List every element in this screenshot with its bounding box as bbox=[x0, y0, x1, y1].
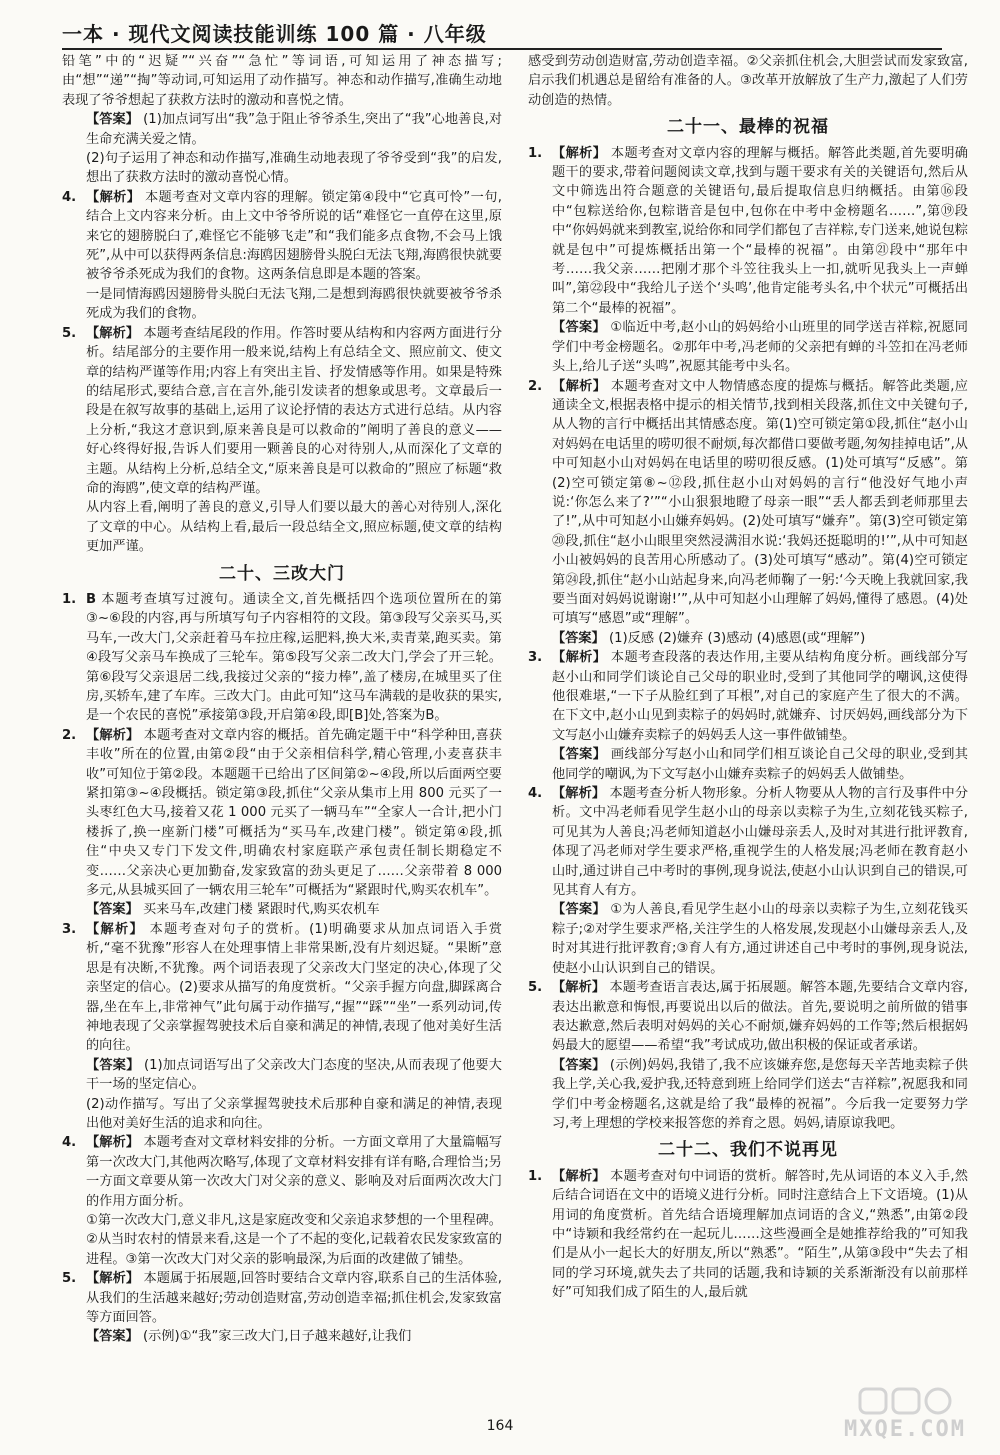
watermark-text: MXQE.COM bbox=[844, 1417, 966, 1442]
label-tag: 【解析】 bbox=[552, 650, 607, 666]
answer-block bbox=[62, 1211, 502, 1269]
question-item bbox=[528, 377, 968, 629]
question-item bbox=[528, 1167, 968, 1303]
question-item bbox=[528, 978, 968, 1056]
answer-block bbox=[528, 629, 968, 648]
paragraph-text: 本题考查对句中词语的赏析。解答时,先从词语的本义入手,然后结合词语在文中的语境义进行分析。同时注意结合上下文语境。(1)从用词的角度赏析。首先结合语境理解加点词语的含义,“熟悉”,由第②段中“诗颖和我经常约在一起玩儿……这些漫画全是她推荐给我的”可知我们是从小一起长大的好朋友,所以“熟悉”。“陌生”,从第③段中“失去了相同的学习环境,就失去了共同的话题,我和诗颖的关系渐渐没有以前那样好”可知我们成了陌生的人,最后就 bbox=[552, 1168, 968, 1301]
question-item bbox=[62, 1133, 502, 1211]
watermark-logo-icon bbox=[858, 1385, 954, 1417]
question-number: 1. bbox=[62, 591, 77, 607]
label-tag: 【答案】 bbox=[552, 902, 606, 918]
question-number: 3. bbox=[528, 650, 543, 666]
label-tag: 【解析】 bbox=[552, 378, 607, 394]
question-item bbox=[62, 726, 502, 901]
label-tag: 【解析】 bbox=[86, 1271, 140, 1287]
page-header bbox=[62, 18, 942, 48]
question-number: 1. bbox=[528, 145, 543, 161]
label-tag: 【解析】 bbox=[86, 325, 140, 341]
paragraph-text: 本题考查对文中人物情感态度的提炼与概括。解答此类题,应通读全文,根据表格中提示的相关情节,找到相关段落,抓住文中关键句子,从人物的言行中概括出其情感态度。第(1)空可锁定第①段,抓住“赵小山对妈妈在电话里的唠叨很不耐烦,每次都借口要做考题,匆匆挂掉电话”,从中可知赵小山对妈妈在电话里的唠叨很反感。(1)处可填写“反感”。第(2)空可锁定第⑧~⑫段,抓住赵小山对妈妈的言行“他没好气地小声说:‘你怎么来了?’”“小山狠狠地瞪了母亲一眼”“丢人都丢到老师那里去了!”,从中可知赵小山嫌弃妈妈。(2)处可填写“嫌弃”。第(3)空可锁定第⑳段,抓住“赵小山眼里突然浸满泪水说:‘我妈还挺聪明的!’”,从中可知赵小山被妈妈的良苦用心所感动了。(3)处可填写“感动”。第(4)空可锁定第㉔段,抓住“赵小山站起身来,向冯老师鞠了一躬:‘今天晚上我就回家,我要当面对妈妈说谢谢!’”,从中可知赵小山理解了妈妈,懂得了感恩。(4)处可填写“感恩”或“理解”。 bbox=[552, 378, 968, 627]
question-number: 3. bbox=[62, 921, 77, 937]
label-tag: 【答案】 bbox=[86, 1329, 139, 1345]
label-tag: 【答案】 bbox=[86, 902, 139, 918]
question-item bbox=[62, 590, 502, 726]
paragraph-text: 本题考查对句子的赏析。(1)明确要求从加点词语入手赏析,“毫不犹豫”形容人在处理事情上非常果断,没有片刻迟疑。“果断”意思是有决断,不犹豫。两个词语表现了父亲改大门坚定的决心,体现了父亲坚定的信心。(2)要求从描写的角度赏析。“父亲手握方向盘,脚踩离合器,坐在车上,非常神气”此句属于动作描写,“握”“踩”“坐”一系列动词,传神地表现了父亲掌握驾驶技术后自豪和满足的神情,表现了他对美好生活的向往。 bbox=[86, 921, 502, 1054]
paragraph-text: 本题考查分析人物形象。分析人物要从人物的言行及事件中分析。文中冯老师看见学生赵小山的母亲以卖粽子为生,立刻花钱买粽子,可见其为人善良;冯老师知道赵小山嫌母亲丢人,及时对其进行批评教育,体现了冯老师对学生要求严格,重视学生的人格发展;冯老师在教育赵小山时,通过讲自己中考时的事例,现身说法,使赵小山认识到自己的错误,可见其育人有方。 bbox=[552, 786, 968, 899]
paragraph-text: ①为人善良,看见学生赵小山的母亲以卖粽子为生,立刻花钱买粽子;②对学生要求严格,关注学生的人格发展,发现赵小山嫌母亲丢人,及时对其进行批评教育;③育人有方,通过讲述自己中考时的事例,现身说法,使赵小山认识到自己的错误。 bbox=[552, 902, 968, 976]
answer-block bbox=[528, 745, 968, 784]
label-tag: 【解析】 bbox=[552, 786, 606, 802]
section-title: 二十一、最棒的祝福 bbox=[667, 117, 829, 138]
section-title: 二十二、我们不说再见 bbox=[658, 1140, 838, 1161]
label-tag: B bbox=[86, 591, 97, 607]
paragraph-text: ①临近中考,赵小山的妈妈给小山班里的同学送吉祥粽,祝愿同学们中考金榜题名。②那年中考,冯老师的父亲把有蝉的斗笠扣在冯老师头上,给儿子送“头鸣”,祝愿其能考中头名。 bbox=[552, 320, 968, 375]
paragraph-text: 画线部分写赵小山和同学们相互谈论自己父母的职业,受到其他同学的嘲讽,为下文写赵小山嫌弃卖粽子的妈妈丢人做铺垫。 bbox=[552, 747, 968, 782]
paragraph-text: 本题考查对文章内容的概括。首先确定题干中“科学种田,喜获丰收”所在的位置,由第②段“由于父亲相信科学,精心管理,小麦喜获丰收”可知位于第②段。本题题干已给出了区间第②~④段,所以后面两空要紧扣第③~④段概括。锁定第③段,抓住“父亲从集市上用 800 元买了一头枣红色大马,接着又花 1 000 元买了一辆马车”“全家人一合计,把小门楼拆了,换一座新门楼”可概括为“买马车,改建门楼”。锁定第④段,抓住“中央又专门下发文件,明确农村家庭联产承包责任制长期稳定不变……父亲决心更加勤奋,发家致富的劲头更足了……父亲带着 8 000 多元,从县城买回了一辆农用三轮车”可概括为“紧跟时代,购买农机车”。 bbox=[86, 727, 502, 899]
answer-block bbox=[528, 900, 968, 978]
question-number: 4. bbox=[62, 189, 77, 205]
answer-block bbox=[62, 285, 502, 324]
paragraph-text: 买来马车,改建门楼 紧跟时代,购买农机车 bbox=[142, 902, 380, 918]
paragraph-text: (1)加点词写出“我”急于阻止爷爷杀生,突出了“我”心地善良,对生命充满关爱之情。 bbox=[86, 112, 502, 147]
answer-block bbox=[62, 498, 502, 556]
section-title: 二十、三改大门 bbox=[219, 563, 345, 584]
label-tag: 【解析】 bbox=[86, 1135, 140, 1151]
paragraph-text: (1)加点词语写出了父亲改大门态度的坚决,从而表现了他要大干一场的坚定信心。 bbox=[86, 1057, 502, 1093]
paragraph-text: 本题考查填写过渡句。通读全文,首先概括四个选项位置所在的第③~⑥段的内容,再与所填写句子内容相符的文段。第③段写父亲买马,买马车,一改大门,父亲赶着马车拉庄稼,运肥料,换大米,卖青菜,跑买卖。第④段写父亲马车换成了三轮车。第⑤段写父亲二改大门,学会了开三轮。第⑥段写父亲退居二线,我接过父亲的“接力棒”,盖了楼房,在城里买了住房,买轿车,建了车库。三改大门。由此可知“这马车满载的是收获的果实,是一个农民的喜悦”承接第③段,开启第④段,即[B]处,答案为B。 bbox=[86, 591, 502, 724]
question-item bbox=[528, 144, 968, 319]
right-column bbox=[528, 52, 968, 1412]
question-number: 5. bbox=[62, 1271, 77, 1287]
continued-text bbox=[62, 52, 502, 110]
paragraph-text: 从内容上看,阐明了善良的意义,引导人们要以最大的善心对待别人,深化了文章的中心。从结构上看,最后一段总结全文,照应标题,使文章的结构更加严谨。 bbox=[86, 500, 502, 555]
question-item bbox=[62, 1269, 502, 1327]
question-number: 4. bbox=[528, 786, 543, 802]
question-number: 2. bbox=[528, 378, 543, 394]
paragraph-text: 本题考查结尾段的作用。作答时要从结构和内容两方面进行分析。结尾部分的主要作用一般来说,结构上有总结全文、照应前文、使文章的结构严谨等作用;内容上有突出主旨、抒发情感等作用。如果是特殊的结尾形式,要结合意,言在言外,能引发读者的想象或思考。文章最后一段是在叙写故事的基础上,运用了议论抒情的表达方式进行总结。从内容上分析,“我这才意识到,原来善良是可以救命的”阐明了善良的意义——好心终得好报,告诉人们要用一颗善良的心对待别人,从而深化了文章的主题。从结构上分析,总结全文,“原来善良是可以救命的”照应了标题“救命的海鸥”,使文章的结构严谨。 bbox=[86, 325, 502, 496]
question-item bbox=[528, 648, 968, 745]
label-tag: 【答案】 bbox=[552, 320, 606, 336]
paragraph-text: ①第一次改大门,意义非凡,这是家庭改变和父亲追求梦想的一个里程碑。②从当时农村的情景来看,这是一个了不起的变化,记载着农民发家致富的进程。③第一次改大门对父亲的影响最深,为后面的改建做了铺垫。 bbox=[86, 1212, 502, 1267]
label-tag: 【解析】 bbox=[552, 980, 606, 996]
paragraph-text: 本题考查段落的表达作用,主要从结构角度分析。画线部分写赵小山和同学们谈论自己父母的职业时,受到了其他同学的嘲讽,这使得他很难堪,“一下子从脸红到了耳根”,对自己的家庭产生了很大的不满。在下文中,赵小山见到卖粽子的妈妈时,就嫌弃、讨厌妈妈,画线部分为下文写赵小山嫌弃卖粽子的妈妈丢人这一事件做铺垫。 bbox=[552, 650, 968, 743]
label-tag: 【答案】 bbox=[86, 1057, 140, 1073]
answer-block bbox=[62, 900, 502, 919]
header-title: 一本 · 现代文阅读技能训练 100 篇 · 八年级 bbox=[62, 22, 487, 46]
continued-text bbox=[528, 52, 968, 110]
answer-block bbox=[62, 1056, 502, 1095]
label-tag: 【解析】 bbox=[86, 189, 141, 205]
paragraph-text: 本题考查语言表达,属于拓展题。解答本题,先要结合文章内容,表达出歉意和悔恨,再要说出以后的做法。首先,要说明之前所做的错事表达歉意,然后表明对妈妈的关心不耐烦,嫌弃妈妈的工作等;然后根据妈妈最大的愿望——希望“我”考试成功,做出积极的保证或者承诺。 bbox=[552, 980, 968, 1054]
paragraph-text: 本题考查对文章材料安排的分析。一方面文章用了大量篇幅写第一次改大门,其他两次略写,体现了文章材料安排有详有略,合理恰当;另一方面文章要从第一次改大门对父亲的意义、影响及对后面两次改大门的作用方面分析。 bbox=[86, 1135, 502, 1209]
question-item bbox=[528, 784, 968, 900]
watermark bbox=[820, 1385, 990, 1445]
paragraph-text: (示例)妈妈,我错了,我不应该嫌弃您,是您每天辛苦地卖粽子供我上学,关心我,爱护我,还特意到班上给同学们送去“吉祥粽”,祝愿我和同学们中考金榜题名,这就是给了我“最棒的祝福”。今后我一定要努力学习,考上理想的学校来报答您的养育之恩。妈妈,请原谅我吧。 bbox=[552, 1057, 968, 1131]
paragraph-text: 本题考查对文章内容的理解。锁定第④段中“它真可怜”一句,结合上文内容来分析。由上文中爷爷所说的话“难怪它一直停在这里,原来它的翅膀脱臼了,难怪它不能够飞走”和“我们能多点食物,不会马上饿死”,从中可以获得两条信息:海鸥因翅膀骨头脱臼无法飞翔,海鸥很快就要被爷爷杀死成为我们的食物。这两条信息即是本题的答案。 bbox=[86, 189, 502, 283]
answer-block bbox=[62, 149, 502, 188]
question-item bbox=[62, 188, 502, 285]
answer-block bbox=[528, 1056, 968, 1134]
label-tag: 【答案】 bbox=[552, 747, 607, 763]
question-item bbox=[62, 324, 502, 499]
paragraph-text: 一是同情海鸥因翅膀骨头脱臼无法飞翔,二是想到海鸥很快就要被爷爷杀死成为我们的食物。 bbox=[86, 286, 502, 322]
label-tag: 【答案】 bbox=[552, 630, 605, 646]
label-tag: 【答案】 bbox=[552, 1057, 606, 1073]
question-number: 4. bbox=[62, 1135, 77, 1151]
paragraph-text: (2)动作描写。写出了父亲掌握驾驶技术后那种自豪和满足的神情,表现出他对美好生活的追求和向往。 bbox=[86, 1096, 502, 1131]
question-item bbox=[62, 920, 502, 1056]
answer-block bbox=[62, 1327, 502, 1346]
paragraph-text: 铅笔”中的“迟疑”“兴奋”“急忙”等词语,可知运用了神态描写;由“想”“递”“掏”等动词,可知运用了动作描写。神态和动作描写,准确生动地表现了爷爷想起了获救方法时的激动和喜悦之情。 bbox=[62, 54, 502, 108]
page-number: 164 bbox=[486, 1418, 514, 1434]
label-tag: 【解析】 bbox=[552, 1168, 606, 1184]
question-number: 5. bbox=[528, 980, 543, 996]
question-number: 5. bbox=[62, 325, 77, 341]
paragraph-text: (2)句子运用了神态和动作描写,准确生动地表现了爷爷受到“我”的启发,想出了获救方法时的激动喜悦心情。 bbox=[86, 151, 502, 186]
paragraph-text: (示例)①“我”家三改大门,日子越来越好,让我们 bbox=[142, 1329, 412, 1345]
question-number: 2. bbox=[62, 727, 77, 743]
paragraph-text: 感受到劳动创造财富,劳动创造幸福。②父亲抓住机会,大胆尝试而发家致富,启示我们机遇总是留给有准备的人。③改革开放解放了生产力,激起了人们劳动创造的热情。 bbox=[528, 54, 968, 108]
answer-block bbox=[528, 318, 968, 376]
label-tag: 【解析】 bbox=[86, 921, 145, 937]
header-rule bbox=[62, 48, 942, 50]
paragraph-text: 本题属于拓展题,回答时要结合文章内容,联系自己的生活体验,从我们的生活越来越好;劳动创造财富,劳动创造幸福;抓住机会,发家致富等方面回答。 bbox=[86, 1271, 502, 1325]
left-column bbox=[62, 52, 502, 1412]
label-tag: 【解析】 bbox=[552, 145, 607, 161]
question-number: 1. bbox=[528, 1168, 543, 1184]
answer-block bbox=[62, 1095, 502, 1134]
label-tag: 【解析】 bbox=[86, 727, 140, 743]
answer-block bbox=[62, 110, 502, 149]
label-tag: 【答案】 bbox=[86, 112, 139, 128]
paragraph-text: (1)反感 (2)嫌弃 (3)感动 (4)感恩(或“理解”) bbox=[608, 630, 866, 646]
paragraph-text: 本题考查对文章内容的理解与概括。解答此类题,首先要明确题干的要求,带着问题阅读文章,找到与题干要求有关的关键语句,然后从文中筛选出符合题意的关键语句,最后提取信息归纳概括。由第⑯段中“包粽送给你,包粽谐音是包中,包你在中考中金榜题名……”,第⑲段中“你妈妈就来到教室,说给你和同学们都包了吉祥粽,专门送来,她说包粽就是包中”可提炼概括出第一个“最棒的祝福”。由第㉑段中“那年中考……我父亲……把刚才那个斗笠往我头上一扣,就听见我头上一声蝉叫”,第㉒段中“我给儿子送个‘头鸣’,他肯定能考头名,中个状元”可概括出第二个“最棒的祝福”。 bbox=[552, 145, 968, 316]
